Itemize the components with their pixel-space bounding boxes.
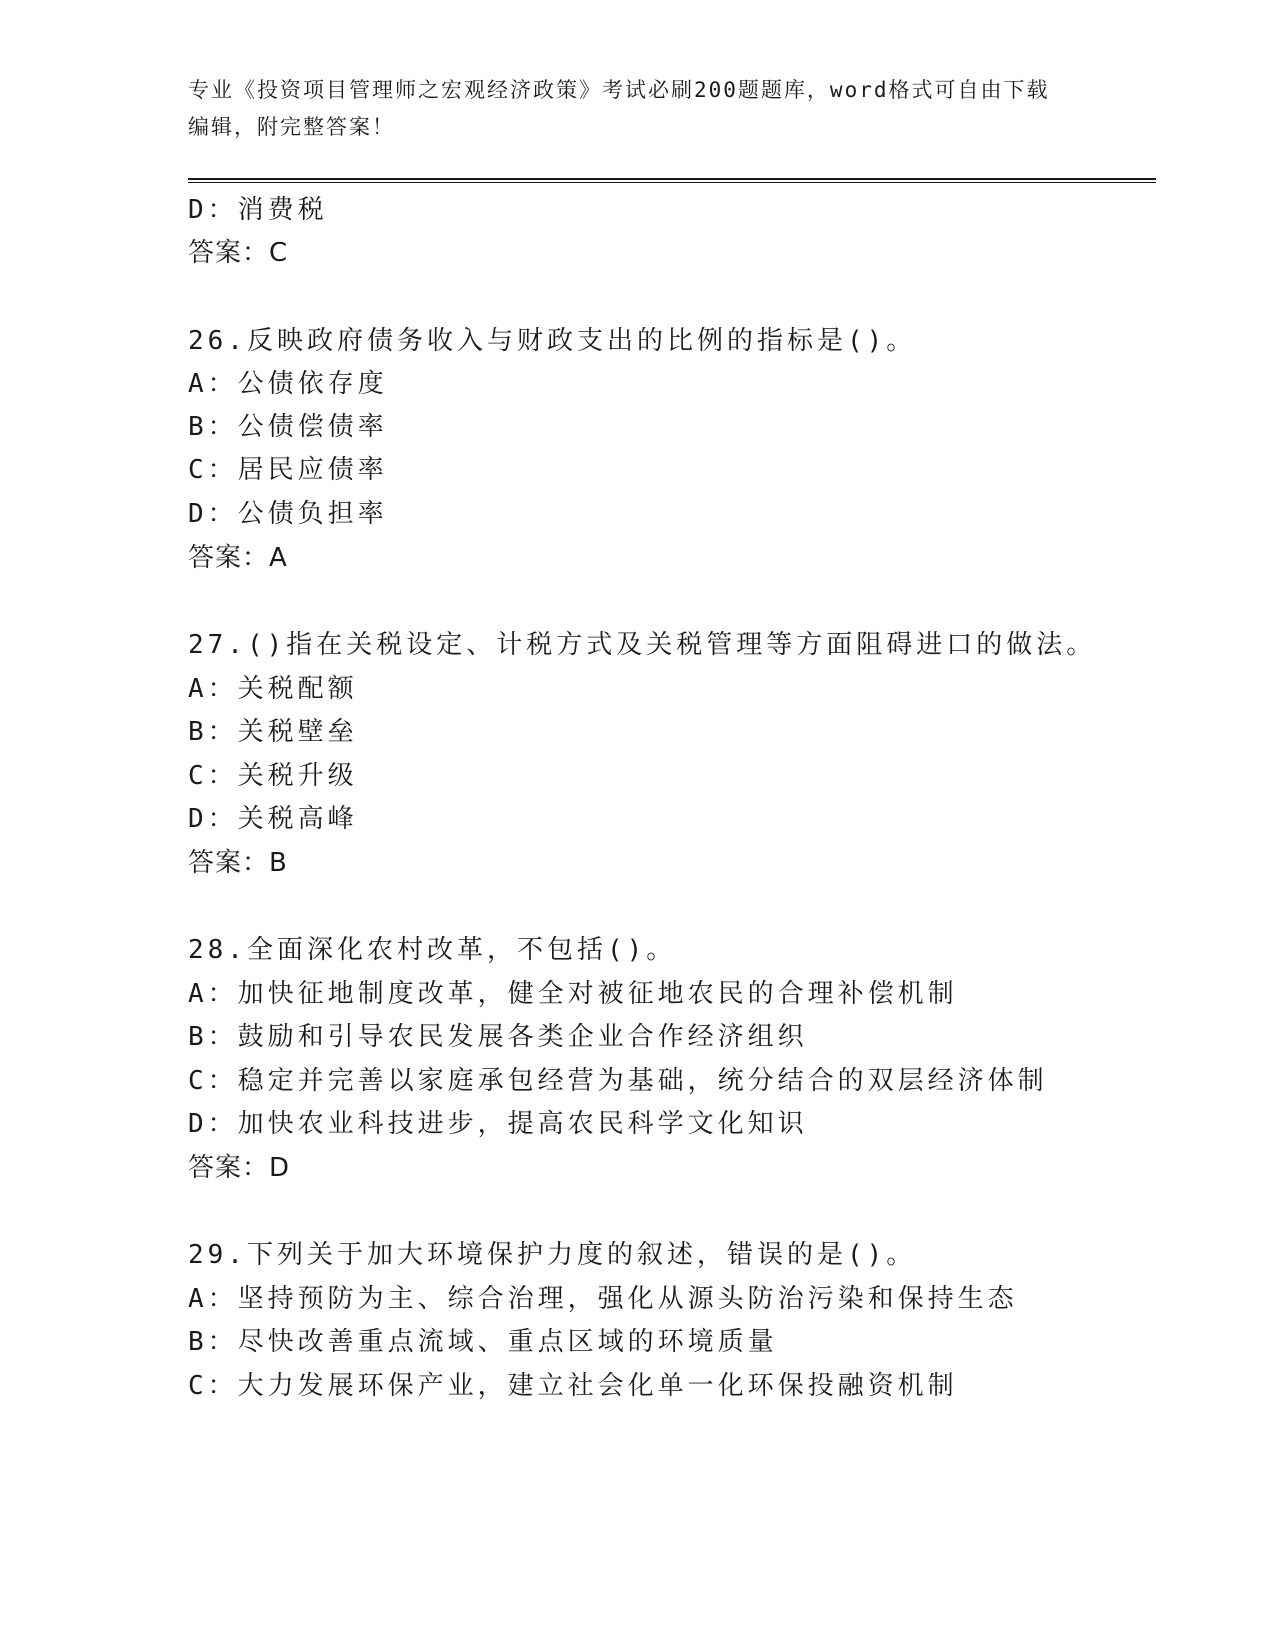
answer-line: 答案：C (188, 238, 289, 268)
option-c: C：大力发展环保产业，建立社会化单一化环保投融资机制 (188, 1371, 958, 1401)
option-a: A：关税配额 (188, 674, 358, 704)
answer-line: 答案：A (188, 543, 288, 573)
option-a: A：坚持预防为主、综合治理，强化从源头防治污染和保持生态 (188, 1284, 1018, 1314)
option-b: B：尽快改善重点流域、重点区域的环境质量 (188, 1327, 778, 1357)
document-header: 专业《投资项目管理师之宏观经济政策》考试必刷200题题库，word格式可自由下载编辑，附完整答案！ (188, 78, 1050, 139)
option-d: D：关税高峰 (188, 804, 358, 834)
header-divider (188, 178, 1156, 183)
option-c: C：居民应债率 (188, 455, 388, 485)
option-a: A：加快征地制度改革，健全对被征地农民的合理补偿机制 (188, 979, 958, 1009)
question-29: 29.下列关于加大环境保护力度的叙述，错误的是()。 (188, 1240, 917, 1270)
option-d: D：加快农业科技进步，提高农民科学文化知识 (188, 1109, 808, 1139)
answer-line: 答案：B (188, 848, 288, 878)
question-27: 27.()指在关税设定、计税方式及关税管理等方面阻碍进口的做法。 (188, 630, 1097, 660)
question-28: 28.全面深化农村改革，不包括()。 (188, 935, 677, 965)
option-b: B：鼓励和引导农民发展各类企业合作经济组织 (188, 1022, 808, 1052)
option-c: C：稳定并完善以家庭承包经营为基础，统分结合的双层经济体制 (188, 1066, 1048, 1096)
option-c: C：关税升级 (188, 761, 358, 791)
answer-line: 答案：D (188, 1153, 291, 1183)
option-b: B：关税壁垒 (188, 717, 358, 747)
question-26: 26.反映政府债务收入与财政支出的比例的指标是()。 (188, 326, 917, 356)
option-d: D：公债负担率 (188, 499, 388, 529)
option-b: B：公债偿债率 (188, 412, 388, 442)
option-d: D：消费税 (188, 195, 328, 225)
option-a: A：公债依存度 (188, 369, 388, 399)
